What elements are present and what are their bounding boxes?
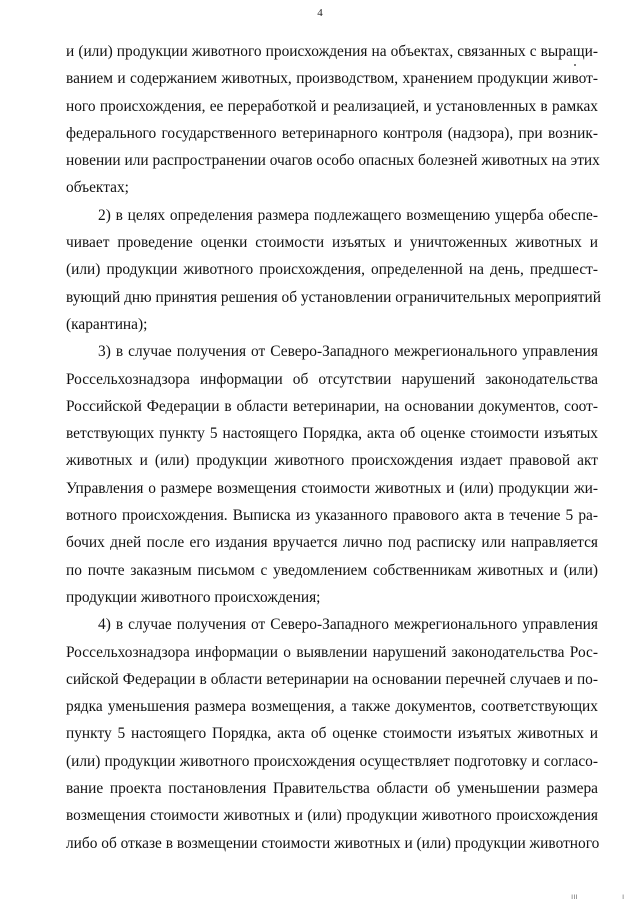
text-line: животных и (или) продукции животного происхождения издает правовой акт bbox=[66, 452, 598, 470]
text-line: ного происхождения, ее переработкой и реализацией, и установленных в рамках bbox=[66, 97, 598, 115]
text-line: 3) в случае получения от Северо-Западного межрегионального управления bbox=[98, 343, 598, 361]
text-line: вание проекта постановления Правительства области об уменьшении размера bbox=[66, 780, 598, 798]
page-number: 4 bbox=[317, 7, 323, 19]
text-line: 4) в случае получения от Северо-Западного межрегионального управления bbox=[98, 616, 598, 634]
text-line: ванием и содержанием животных, производством, хранением продукции живот- bbox=[66, 70, 598, 88]
text-line: (или) продукции животного происхождения, определенной на день, предшест- bbox=[66, 261, 598, 279]
text-line: Россельхознадзора информации об отсутствии нарушений законодательства bbox=[66, 370, 598, 388]
text-line: возмещения стоимости животных и (или) продукции животного происхождения bbox=[66, 807, 598, 825]
scan-mark-left: ııı bbox=[571, 892, 578, 901]
text-line: Российской Федерации в области ветеринарии, на основании документов, соот- bbox=[66, 397, 598, 415]
text-line: объектах; bbox=[66, 179, 129, 197]
text-line: (или) продукции животного происхождения осуществляет подготовку и согласо- bbox=[66, 752, 598, 770]
text-line: Управления о размере возмещения стоимости животных и (или) продукции жи- bbox=[66, 479, 598, 497]
text-line: чивает проведение оценки стоимости изъятых и уничтоженных животных и bbox=[66, 234, 598, 252]
text-line: (карантина); bbox=[66, 315, 148, 333]
text-line: федерального государственного ветеринарного контроля (надзора), при возник- bbox=[66, 124, 598, 142]
text-line: рядка уменьшения размера возмещения, а также документов, соответствующих bbox=[66, 698, 598, 716]
text-line: сийской Федерации в области ветеринарии на основании перечней случаев и по- bbox=[66, 670, 598, 688]
text-line: новении или распространении очагов особо опасных болезней животных на этих bbox=[66, 152, 600, 170]
text-line: и (или) продукции животного происхождения на объектах, связанных с выращи- bbox=[66, 43, 598, 60]
text-line: бочих дней после его издания вручается лично под расписку или направляется bbox=[66, 534, 598, 552]
text-line: пункту 5 настоящего Порядка, акта об оценке стоимости изъятых животных и bbox=[66, 725, 598, 743]
scan-mark-right: ı bbox=[622, 892, 625, 901]
text-line: по почте заказным письмом с уведомлением собственникам животных и (или) bbox=[66, 561, 598, 579]
document-body bbox=[66, 38, 601, 857]
text-line: либо об отказе в возмещении стоимости животных и (или) продукции животного bbox=[66, 834, 600, 852]
text-line: продукции животного происхождения; bbox=[66, 588, 321, 606]
text-line: Россельхознадзора информации о выявлении нарушений законодательства Рос- bbox=[66, 643, 598, 661]
text-line: вующий дню принятия решения об установлении ограничительных мероприятий bbox=[66, 288, 601, 306]
text-line: 2) в целях определения размера подлежащего возмещению ущерба обеспе- bbox=[98, 206, 598, 224]
text-line: ветствующих пункту 5 настоящего Порядка, акта об оценке стоимости изъятых bbox=[66, 425, 598, 443]
text-line: вотного происхождения. Выписка из указанного правового акта в течение 5 ра- bbox=[66, 507, 598, 525]
